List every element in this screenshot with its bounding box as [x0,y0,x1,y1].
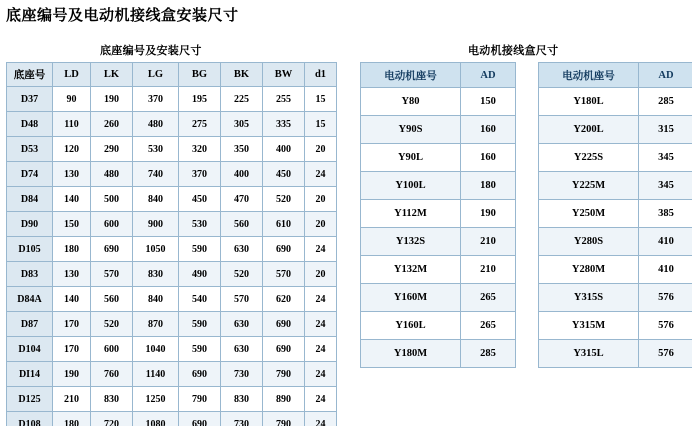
table-row [539,200,692,228]
table-header-row [539,63,692,88]
table-row [7,337,337,362]
table-cell: 140 [53,287,91,312]
table-cell: 630 [221,237,263,262]
table-cell: 520 [91,312,133,337]
base-dimensions-table-head [7,63,337,87]
table-cell: 830 [133,262,179,287]
table-cell: 260 [91,112,133,137]
column-header: 电动机座号 [361,63,461,88]
table-cell: 190 [91,87,133,112]
column-header: d1 [305,63,337,87]
row-label-cell: Y280M [539,256,639,284]
table-cell: 285 [461,340,516,368]
table-cell: 24 [305,162,337,187]
motor-size-table-b [538,62,692,368]
table-cell: 285 [639,88,692,116]
table-cell: 110 [53,112,91,137]
table-cell: 315 [639,116,692,144]
table-cell: 630 [221,337,263,362]
table-cell: 450 [263,162,305,187]
row-label-cell: Y90S [361,116,461,144]
table-row [7,137,337,162]
table-cell: 24 [305,312,337,337]
table-cell: 760 [91,362,133,387]
table-cell: 20 [305,262,337,287]
table-cell: 400 [263,137,305,162]
table-row [361,340,516,368]
table-row [7,387,337,412]
motor-size-table-b-head [539,63,692,88]
table-cell: 180 [53,237,91,262]
table-cell: 590 [179,237,221,262]
table-cell: 15 [305,87,337,112]
table-cell: 690 [91,237,133,262]
row-label-cell: Y315S [539,284,639,312]
motor-size-table-a-body [361,88,516,368]
column-header: 电动机座号 [539,63,639,88]
table-cell: 370 [179,162,221,187]
table-cell: 265 [461,312,516,340]
table-cell: 576 [639,284,692,312]
column-header: LG [133,63,179,87]
table-header-row [7,63,337,87]
row-label-cell: D104 [7,337,53,362]
table-cell: 400 [221,162,263,187]
table-cell: 690 [263,237,305,262]
table-cell: 690 [179,412,221,426]
table-row [7,262,337,287]
table-cell: 490 [179,262,221,287]
table-cell: 190 [461,200,516,228]
row-label-cell: Y160L [361,312,461,340]
table-cell: 1140 [133,362,179,387]
row-label-cell: Y100L [361,172,461,200]
row-label-cell: Y132S [361,228,461,256]
table-cell: 410 [639,256,692,284]
table-cell: 255 [263,87,305,112]
table-cell: 830 [221,387,263,412]
table-cell: 320 [179,137,221,162]
table-cell: 20 [305,137,337,162]
table-cell: 130 [53,262,91,287]
table-cell: 90 [53,87,91,112]
table-cell: 180 [53,412,91,426]
table-cell: 385 [639,200,692,228]
column-header: LK [91,63,133,87]
table-cell: 150 [53,212,91,237]
table-row [7,112,337,137]
row-label-cell: D87 [7,312,53,337]
table-cell: 610 [263,212,305,237]
column-header: BG [179,63,221,87]
motor-junction-box-tables [360,62,692,368]
motor-size-table-b-body [539,88,692,368]
table-row [539,172,692,200]
table-cell: 24 [305,337,337,362]
motor-size-table-a-head [361,63,516,88]
table-cell: 480 [133,112,179,137]
row-label-cell: D125 [7,387,53,412]
table-row [361,284,516,312]
base-dimensions-table-body [7,87,337,426]
row-label-cell: Y225S [539,144,639,172]
table-cell: 160 [461,144,516,172]
table-row [7,362,337,387]
table-cell: 520 [263,187,305,212]
table-cell: 265 [461,284,516,312]
row-label-cell: Y280S [539,228,639,256]
table-cell: 345 [639,172,692,200]
table-cell: 20 [305,212,337,237]
table-cell: 576 [639,312,692,340]
table-cell: 590 [179,312,221,337]
table-cell: 730 [221,362,263,387]
table-row [361,88,516,116]
table-row [539,144,692,172]
table-cell: 570 [221,287,263,312]
right-table-caption: 电动机接线盒尺寸 [468,45,559,57]
motor-size-table-a [360,62,516,368]
row-label-cell: Y160M [361,284,461,312]
row-label-cell: D105 [7,237,53,262]
table-cell: 350 [221,137,263,162]
column-header: BW [263,63,305,87]
table-cell: 720 [91,412,133,426]
table-cell: 160 [461,116,516,144]
table-cell: 1050 [133,237,179,262]
table-row [7,287,337,312]
row-label-cell: Y200L [539,116,639,144]
table-cell: 590 [179,337,221,362]
table-cell: 120 [53,137,91,162]
table-cell: 290 [91,137,133,162]
table-cell: 140 [53,187,91,212]
table-row [361,144,516,172]
table-cell: 840 [133,187,179,212]
column-header: AD [461,63,516,88]
table-row [361,200,516,228]
base-dimensions-table-wrapper [6,62,336,426]
table-row [7,412,337,426]
table-cell: 190 [53,362,91,387]
column-header: LD [53,63,91,87]
table-cell: 900 [133,212,179,237]
table-cell: 870 [133,312,179,337]
table-cell: 570 [263,262,305,287]
table-cell: 275 [179,112,221,137]
column-header: BK [221,63,263,87]
table-cell: 210 [53,387,91,412]
table-cell: 1040 [133,337,179,362]
row-label-cell: D48 [7,112,53,137]
table-cell: 500 [91,187,133,212]
table-cell: 570 [91,262,133,287]
table-cell: 195 [179,87,221,112]
table-cell: 210 [461,256,516,284]
table-cell: 690 [179,362,221,387]
table-cell: 480 [91,162,133,187]
table-cell: 790 [263,412,305,426]
table-row [7,162,337,187]
table-cell: 630 [221,312,263,337]
page-title: 底座编号及电动机接线盒安装尺寸 [6,8,239,24]
table-cell: 150 [461,88,516,116]
table-cell: 690 [263,312,305,337]
table-cell: 24 [305,387,337,412]
table-cell: 520 [221,262,263,287]
row-label-cell: D37 [7,87,53,112]
table-cell: 410 [639,228,692,256]
row-label-cell: D108 [7,412,53,426]
table-cell: 840 [133,287,179,312]
table-cell: 600 [91,337,133,362]
row-label-cell: DI14 [7,362,53,387]
table-row [361,228,516,256]
table-cell: 20 [305,187,337,212]
column-header: AD [639,63,692,88]
row-label-cell: Y132M [361,256,461,284]
table-cell: 1080 [133,412,179,426]
table-header-row [361,63,516,88]
table-cell: 225 [221,87,263,112]
table-row [7,237,337,262]
row-label-cell: Y225M [539,172,639,200]
column-header: 底座号 [7,63,53,87]
row-label-cell: Y90L [361,144,461,172]
table-cell: 540 [179,287,221,312]
table-cell: 576 [639,340,692,368]
table-row [539,312,692,340]
table-row [7,87,337,112]
table-row [361,116,516,144]
table-row [7,312,337,337]
table-row [361,172,516,200]
table-cell: 620 [263,287,305,312]
left-table-caption: 底座编号及安装尺寸 [100,45,202,57]
table-cell: 690 [263,337,305,362]
row-label-cell: D84A [7,287,53,312]
table-row [361,312,516,340]
row-label-cell: D83 [7,262,53,287]
table-cell: 740 [133,162,179,187]
table-cell: 24 [305,362,337,387]
row-label-cell: Y80 [361,88,461,116]
base-dimensions-table [6,62,337,426]
table-cell: 170 [53,337,91,362]
table-cell: 24 [305,287,337,312]
row-label-cell: D74 [7,162,53,187]
table-row [539,116,692,144]
table-cell: 170 [53,312,91,337]
table-row [539,340,692,368]
table-cell: 830 [91,387,133,412]
row-label-cell: D90 [7,212,53,237]
table-cell: 24 [305,412,337,426]
table-row [539,88,692,116]
row-label-cell: Y112M [361,200,461,228]
table-cell: 450 [179,187,221,212]
table-cell: 790 [179,387,221,412]
table-cell: 180 [461,172,516,200]
table-row [361,256,516,284]
table-cell: 470 [221,187,263,212]
table-cell: 15 [305,112,337,137]
table-cell: 600 [91,212,133,237]
table-cell: 305 [221,112,263,137]
table-cell: 560 [221,212,263,237]
row-label-cell: Y250M [539,200,639,228]
row-label-cell: D53 [7,137,53,162]
table-row [539,228,692,256]
table-cell: 790 [263,362,305,387]
table-cell: 370 [133,87,179,112]
table-cell: 530 [179,212,221,237]
table-cell: 890 [263,387,305,412]
table-cell: 24 [305,237,337,262]
table-cell: 1250 [133,387,179,412]
table-cell: 560 [91,287,133,312]
table-cell: 130 [53,162,91,187]
table-cell: 335 [263,112,305,137]
row-label-cell: Y180M [361,340,461,368]
table-cell: 345 [639,144,692,172]
row-label-cell: Y315L [539,340,639,368]
table-row [7,187,337,212]
table-row [7,212,337,237]
table-cell: 730 [221,412,263,426]
table-row [539,284,692,312]
row-label-cell: D84 [7,187,53,212]
table-cell: 530 [133,137,179,162]
row-label-cell: Y315M [539,312,639,340]
row-label-cell: Y180L [539,88,639,116]
table-cell: 210 [461,228,516,256]
table-row [539,256,692,284]
